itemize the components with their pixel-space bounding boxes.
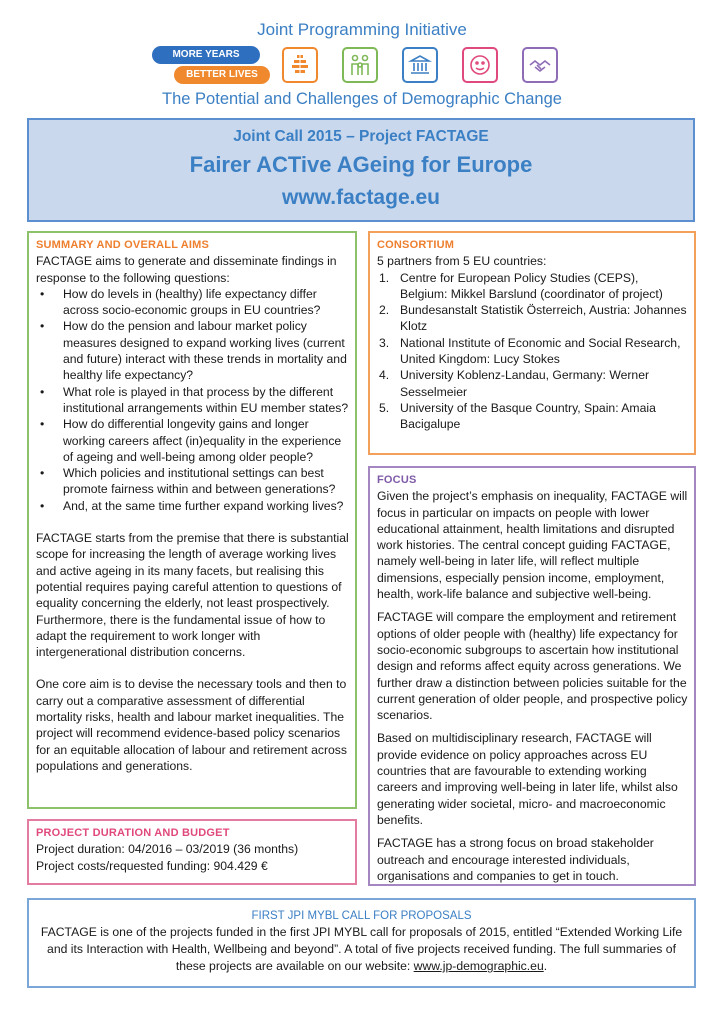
project-website[interactable]: www.factage.eu: [282, 186, 440, 209]
summary-intro: FACTAGE aims to generate and disseminate findings in response to the following questions:: [36, 254, 337, 285]
duration-line: Project duration: 04/2016 – 03/2019 (36 months): [36, 842, 299, 857]
handshake-icon: [522, 47, 558, 83]
consortium-intro: 5 partners from 5 EU countries:: [377, 254, 547, 269]
partners-list: [377, 270, 688, 433]
duration-box: [27, 819, 357, 885]
list-item: • Which policies and institutional settings can best promote fairness within and between generations?: [36, 465, 349, 498]
summary-heading: SUMMARY AND OVERALL AIMS: [36, 239, 210, 251]
list-item: 4. University Koblenz-Landau, Germany: Werner Sesselmeier: [379, 368, 650, 399]
list-item: 3. National Institute of Economic and Social Research, United Kingdom: Lucy Stokes: [379, 335, 681, 367]
focus-paragraph-1: Given the project’s emphasis on inequality, FACTAGE will focus in particular on impacts on people with lower educational attainment, health limitations and disrupted work histories. The central concept guiding FACTAGE, namely well-being in later life, will reflect multiple dimensions, especially pension income, employment, health, work-life balance and subjective well-being.: [377, 489, 688, 602]
summary-paragraph-1: FACTAGE starts from the premise that there is substantial scope for increasing the length of average working lives and active ageing in its many facets, but realising this potential requires paying careful attention to questions of equality concerning the elderly, not least prospectively. Furthermore, there is the fundamental issue of how to adapt the requirement to work longer with intergenerational distribution concerns.: [36, 531, 349, 660]
duration-heading: PROJECT DURATION AND BUDGET: [36, 827, 230, 839]
list-item: • How do levels in (healthy) life expectancy differ across socio-economic groups in EU countries?: [36, 286, 349, 319]
budget-line: Project costs/requested funding: 904.429 €: [36, 858, 268, 873]
population-pyramid-icon: [282, 47, 318, 83]
call-title: Joint Call 2015 – Project FACTAGE: [233, 128, 489, 145]
summary-box: [27, 231, 357, 809]
focus-heading: FOCUS: [377, 474, 417, 486]
more-years-pill: MORE YEARS: [152, 46, 260, 64]
focus-paragraph-4: FACTAGE has a strong focus on broad stakeholder outreach and encourage interested individuals, organisations and companies to get in touch.: [377, 836, 654, 883]
questions-list: [36, 286, 349, 514]
subtitle: The Potential and Challenges of Demographic Change: [162, 90, 562, 108]
focus-paragraph-2: FACTAGE will compare the employment and retirement options of older people with (healthy) life expectancy for socio-economic subgroups to ascertain how institutional design and reforms affect equity across generations. We further draw a distinction between policies suitable for the current generation of older people, and prospective policy scenarios.: [377, 610, 688, 723]
consortium-heading: CONSORTIUM: [377, 239, 455, 251]
project-header-box: [27, 118, 695, 222]
list-item: • And, at the same time further expand working lives?: [36, 498, 349, 514]
summary-paragraph-2: One core aim is to devise the necessary tools and then to carry out a comparative assessment of differential mortality risks, health and labour market inequalities. The project will recommend evidence-based policy scenarios for an equitable allocation of labour and retirement across populations and generations.: [36, 677, 347, 773]
focus-box: [368, 466, 696, 886]
list-item: 5. University of the Basque Country, Spain: Amaia Bacigalupe: [379, 400, 656, 432]
focus-paragraph-3: Based on multidisciplinary research, FACTAGE will provide evidence on policy approaches across EU countries that are favourable to extending working careers and improving well-being in later life, whilst also generating wider societal, micro- and macroeconomic benefits.: [377, 731, 678, 827]
list-item: 2. Bundesanstalt Statistik Österreich, Austria: Johannes Klotz: [379, 303, 687, 334]
footer-text: FACTAGE is one of the projects funded in the first JPI MYBL call for proposals of 2015, entitled “Extended Working Life and its Interaction with Health, Wellbeing and beyond”. A total of five projects received funding. The full summaries of these projects are available on our website: www.jp-demographic.eu.: [40, 925, 683, 974]
list-item: • What role is played in that process by the different institutional arrangements within EU member states?: [36, 384, 349, 417]
consortium-box: [368, 231, 696, 455]
list-item: 1. Centre for European Policy Studies (CEPS), Belgium: Mikkel Barslund (coordinator of project): [379, 270, 663, 301]
footer-box: [27, 898, 696, 988]
list-item: • How do the pension and labour market policy measures designed to expand working lives (current and future) interact with these trends in mortality and healthy life expectancy?: [36, 318, 349, 383]
footer-heading: FIRST JPI MYBL CALL FOR PROPOSALS: [251, 910, 472, 922]
face-icon: [462, 47, 498, 83]
better-lives-pill: BETTER LIVES: [174, 66, 270, 84]
project-name: Fairer ACTive AGeing for Europe: [189, 152, 533, 177]
list-item: • How do differential longevity gains and longer working careers affect (in)equality in the experience of ageing and well-being among older people?: [36, 416, 349, 465]
family-icon: [342, 47, 378, 83]
website-link[interactable]: www.jp-demographic.eu: [413, 959, 544, 974]
logo-row: [152, 44, 572, 86]
institution-icon: [402, 47, 438, 83]
initiative-title: Joint Programming Initiative: [257, 20, 467, 39]
